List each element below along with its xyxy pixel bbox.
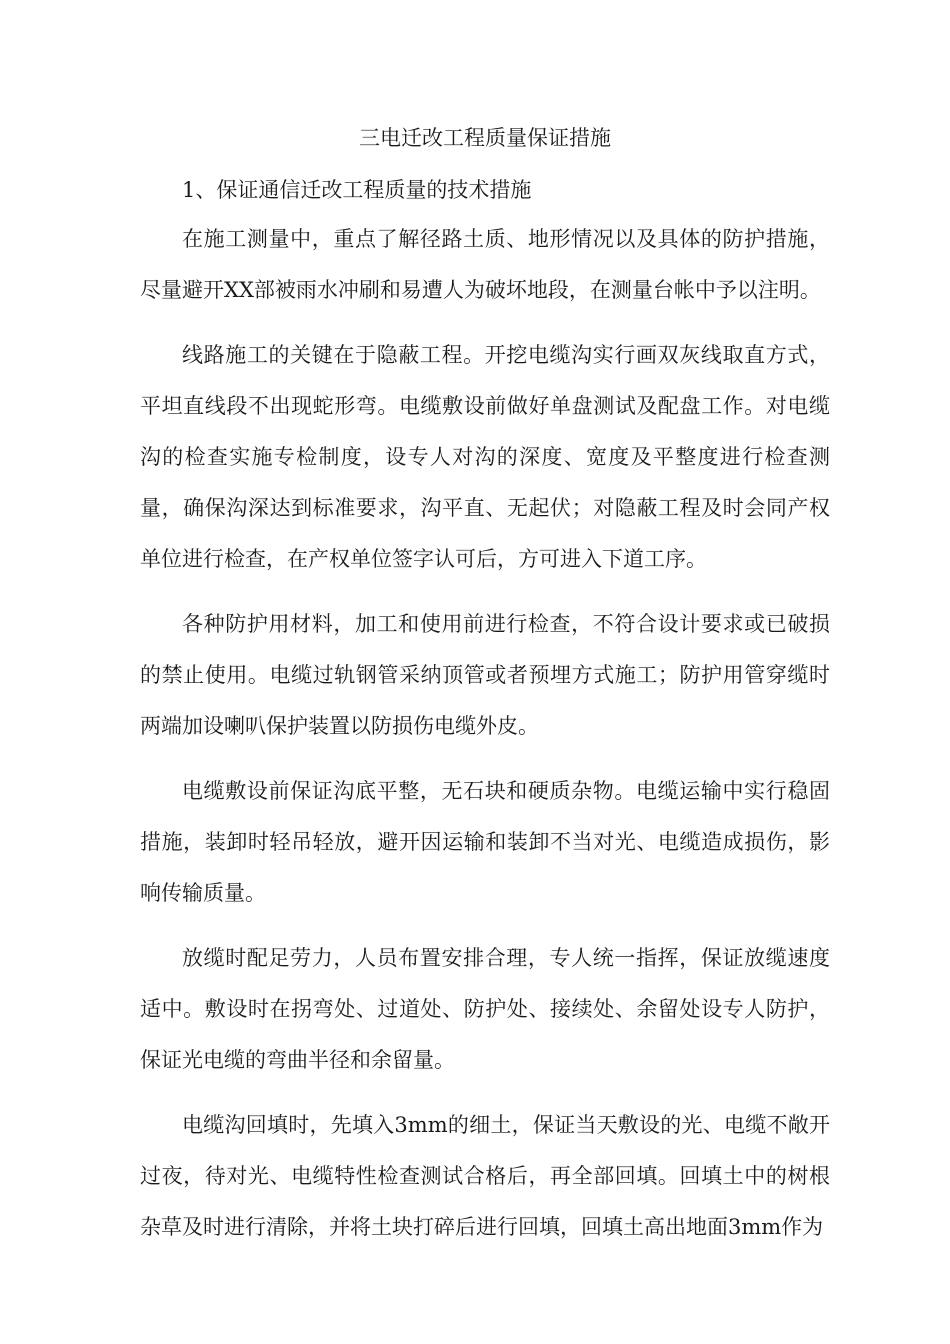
paragraph-survey: 在施工测量中，重点了解径路土质、地形情况以及具体的防护措施，尽量避开XX部被雨水冲刷和易遭人为破坏地段，在测量台帐中予以注明。 xyxy=(140,227,830,302)
paragraph-cable-transport: 电缆敷设前保证沟底平整，无石块和硬质杂物。电缆运输中实行稳固措施，装卸时轻吊轻放，避开因运输和装卸不当对光、电缆造成损伤，影响传输质量。 xyxy=(140,779,830,905)
document-body xyxy=(140,118,830,1267)
document-title: 三电迁改工程质量保证措施 xyxy=(359,126,611,150)
paragraph-protection-materials: 各种防护用材料，加工和使用前进行检查，不符合设计要求或已破损的禁止使用。电缆过轨钢管采纳顶管或者预埋方式施工；防护用管穿缆时两端加设喇叭保护装置以防损伤电缆外皮。 xyxy=(140,612,830,738)
paragraph-cable-laying: 放缆时配足劳力，人员布置安排合理，专人统一指挥，保证放缆速度适中。敷设时在拐弯处、过道处、防护处、接续处、余留处设专人防护，保证光电缆的弯曲半径和余留量。 xyxy=(140,946,830,1072)
paragraph-concealed-works: 线路施工的关键在于隐蔽工程。开挖电缆沟实行画双灰线取直方式，平坦直线段不出现蛇形弯。电缆敷设前做好单盘测试及配盘工作。对电缆沟的检查实施专检制度，设专人对沟的深度、宽度及平整度进行检查测量，确保沟深达到标准要求，沟平直、无起伏；对隐蔽工程及时会同产权单位进行检查，在产权单位签字认可后，方可进入下道工序。 xyxy=(140,343,830,571)
paragraph-backfill: 电缆沟回填时，先填入3mm的细土，保证当天敷设的光、电缆不敞开过夜，待对光、电缆特性检查测试合格后，再全部回填。回填土中的树根杂草及时进行清除，并将土块打碎后进行回填，回填土高出地面3mm作为 xyxy=(140,1113,830,1239)
section-heading: 1、保证通信迁改工程质量的技术措施 xyxy=(182,178,532,202)
